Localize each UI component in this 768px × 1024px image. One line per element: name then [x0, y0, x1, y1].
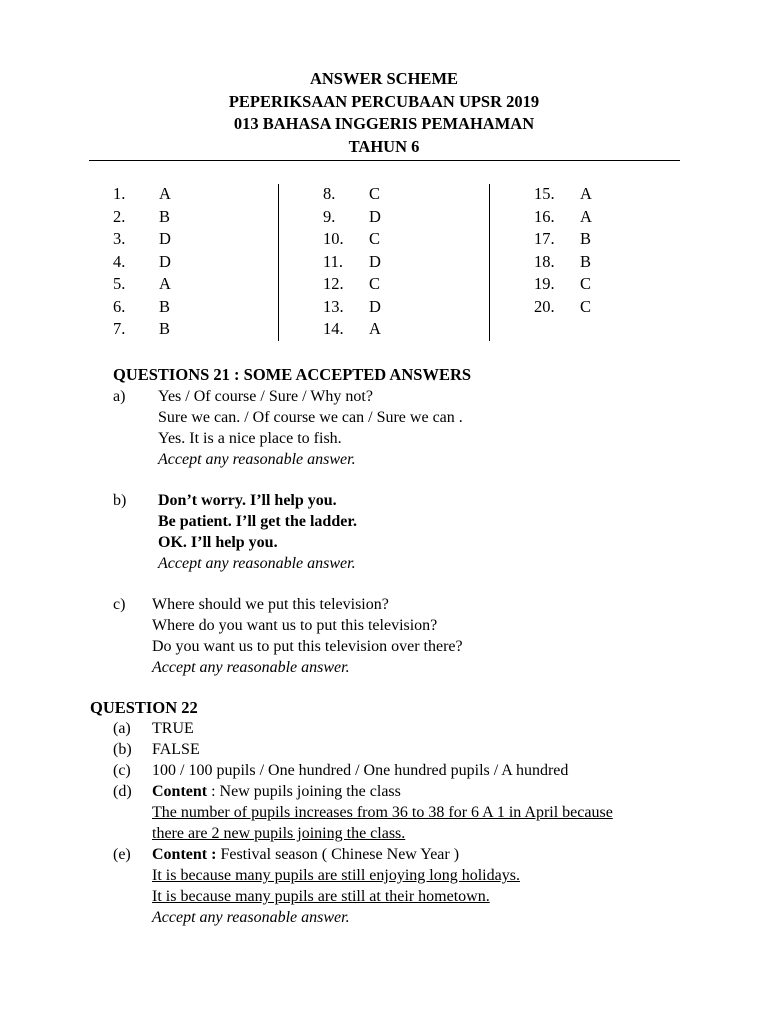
mc-row: [323, 183, 381, 206]
q22-d-line: The number of pupils increases from 36 to 38 for 6 A 1 in April because: [152, 804, 613, 821]
q22-d-content-text: : New pupils joining the class: [207, 783, 401, 800]
mc-row: [113, 318, 171, 341]
column-divider: [278, 184, 279, 341]
q21-a-label: a): [113, 388, 126, 405]
q21-b-line: Don’t worry. I’ll help you.: [158, 492, 337, 509]
mc-number: 4.: [113, 251, 126, 271]
mc-row: [534, 251, 592, 274]
mc-number: 16.: [534, 206, 555, 226]
mc-answer: D: [369, 251, 381, 271]
q21-c-line: Where should we put this television?: [152, 596, 389, 613]
mc-answer: D: [369, 296, 381, 316]
q21-c-note: Accept any reasonable answer.: [152, 659, 350, 676]
mc-number: 11.: [323, 251, 344, 271]
mc-number: 7.: [113, 319, 126, 338]
mc-number: 20.: [534, 296, 555, 316]
mc-answer: D: [159, 251, 171, 271]
q21-b-label: b): [113, 492, 127, 509]
header-title: ANSWER SCHEME: [309, 69, 459, 88]
mc-answer: C: [369, 274, 381, 293]
header-exam: PEPERIKSAAN PERCUBAAN UPSR 2019: [228, 91, 540, 111]
q21-a-line: Yes. It is a nice place to fish.: [158, 430, 342, 447]
mc-answer: D: [369, 206, 381, 226]
document-header: [0, 68, 768, 158]
mc-answer: B: [580, 251, 592, 271]
q21-b-note: Accept any reasonable answer.: [158, 555, 356, 572]
mc-row: [113, 296, 171, 319]
q21-c-line: Where do you want us to put this television?: [152, 617, 438, 634]
mc-number: 5.: [113, 274, 126, 293]
mc-number: 13.: [323, 296, 344, 316]
mc-number: 1.: [113, 184, 126, 203]
mc-column-2: [323, 183, 381, 341]
mc-answer: A: [580, 184, 592, 203]
q21-part-b: [113, 490, 673, 574]
mc-number: 6.: [113, 296, 126, 316]
mc-row: [113, 273, 171, 296]
q22-d-line: there are 2 new pupils joining the class.: [152, 825, 406, 842]
q22-d-content-label: Content: [152, 783, 208, 800]
q21-b-line: OK. I’ll help you.: [158, 534, 278, 551]
q21-c-label: c): [113, 596, 126, 613]
mc-number: 15.: [534, 184, 555, 203]
mc-row: [534, 183, 592, 206]
q21-b-line: Be patient. I’ll get the ladder.: [158, 513, 357, 530]
mc-number: 2.: [113, 206, 126, 226]
mc-number: 8.: [323, 184, 336, 203]
q21-a-line: Yes / Of course / Sure / Why not?: [158, 388, 373, 405]
column-divider: [489, 184, 490, 341]
q22-answers: [113, 718, 693, 928]
q22-e-note: Accept any reasonable answer.: [152, 909, 350, 926]
mc-number: 14.: [323, 319, 344, 338]
q21-c-line: Do you want us to put this television over there?: [152, 638, 463, 655]
header-year: TAHUN 6: [348, 136, 420, 156]
mc-row: [323, 318, 381, 341]
mc-number: 3.: [113, 229, 126, 248]
q22-e-line: It is because many pupils are still at their hometown.: [152, 888, 490, 905]
q22-b-label: (b): [113, 741, 132, 758]
q21-part-c: [113, 594, 673, 678]
mc-row: [534, 206, 592, 229]
mc-answer: C: [369, 229, 381, 248]
mc-row: [534, 296, 592, 319]
q22-a-label: (a): [113, 720, 131, 737]
mc-row: [113, 251, 171, 274]
mc-row: [534, 228, 592, 251]
header-divider: [89, 160, 680, 161]
mc-answer: B: [159, 296, 171, 316]
mc-number: 9.: [323, 206, 336, 226]
mc-answer: B: [159, 206, 171, 226]
mc-row: [323, 296, 381, 319]
q22-b-text: FALSE: [152, 741, 200, 758]
mc-answer: D: [159, 229, 171, 248]
q21-a-line: Sure we can. / Of course we can / Sure we can .: [158, 409, 463, 426]
q21-heading: QUESTIONS 21 : SOME ACCEPTED ANSWERS: [113, 365, 472, 384]
q22-heading: QUESTION 22: [90, 698, 198, 717]
mc-row: [323, 206, 381, 229]
mc-row: [323, 251, 381, 274]
mc-answer: C: [580, 296, 592, 316]
q22-e-content-text: Festival season ( Chinese New Year ): [216, 846, 460, 863]
mc-row: [323, 273, 381, 296]
q22-c-label: (c): [113, 762, 131, 779]
mc-answer: A: [159, 184, 171, 203]
q22-e-label: (e): [113, 846, 131, 863]
mc-row: [113, 183, 171, 206]
mc-answer: C: [369, 184, 381, 203]
mc-number: 17.: [534, 229, 555, 248]
mc-answer: B: [580, 229, 592, 248]
mc-column-1: [113, 183, 171, 341]
q21-a-note: Accept any reasonable answer.: [158, 451, 356, 468]
q22-e-content-label: Content :: [152, 846, 217, 863]
mc-number: 10.: [323, 229, 344, 248]
mc-row: [534, 273, 592, 296]
q22-d-label: (d): [113, 783, 132, 800]
mc-answer: B: [159, 319, 171, 338]
mc-number: 12.: [323, 274, 344, 293]
q22-e-line: It is because many pupils are still enjoying long holidays.: [152, 867, 520, 884]
mc-number: 19.: [534, 274, 555, 293]
mc-row: [113, 206, 171, 229]
mc-answer: A: [159, 274, 171, 293]
mc-number: 18.: [534, 251, 555, 271]
header-subject: 013 BAHASA INGGERIS PEMAHAMAN: [233, 114, 535, 133]
q22-c-text: 100 / 100 pupils / One hundred / One hundred pupils / A hundred: [152, 762, 569, 779]
mc-row: [323, 228, 381, 251]
mc-answer: A: [580, 206, 592, 226]
mc-answer: C: [580, 274, 592, 293]
q22-a-text: TRUE: [152, 720, 194, 737]
q21-part-a: [113, 386, 673, 470]
mc-answer: A: [369, 319, 381, 338]
mc-row: [113, 228, 171, 251]
mc-column-3: [534, 183, 592, 318]
